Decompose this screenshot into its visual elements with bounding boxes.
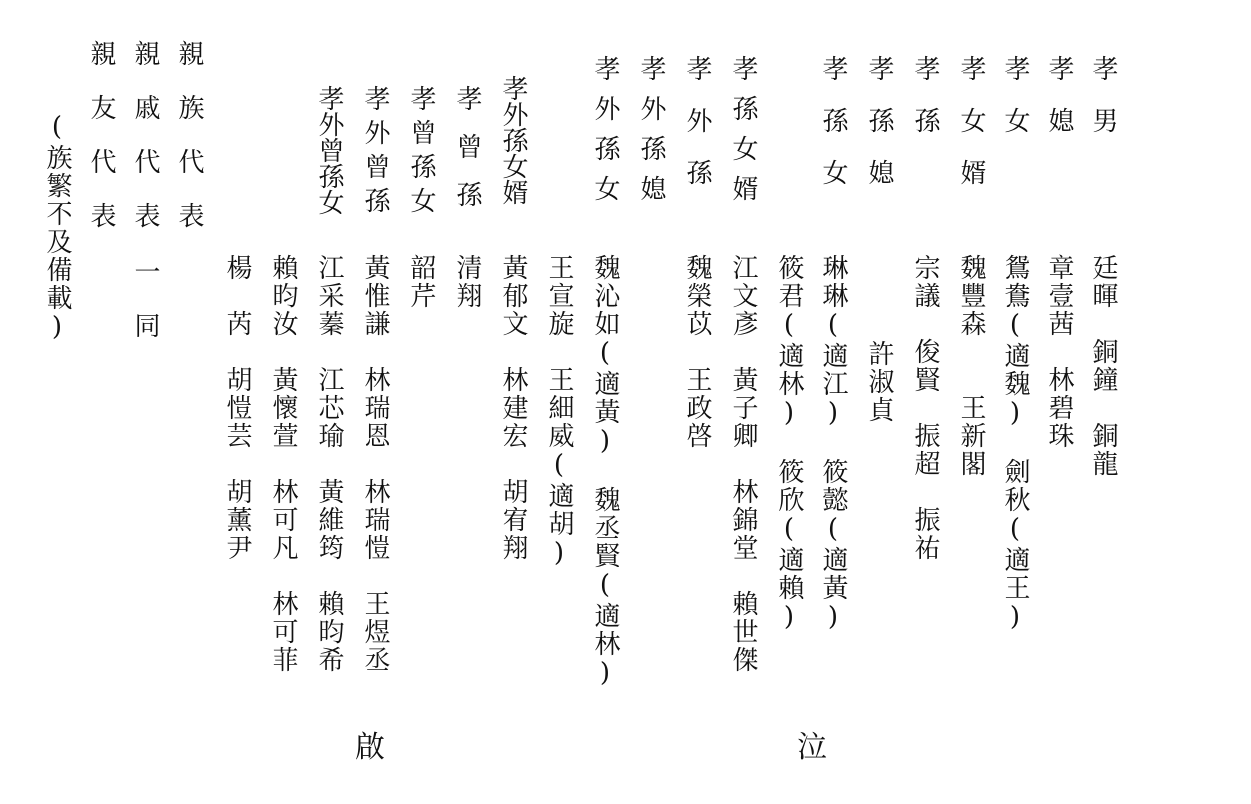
footer-left-word: 啟 [355,730,385,765]
note-text: (族繁不及備載) [42,112,72,344]
names-list: 筱君(適林) 筱欣(適賴) [774,254,804,634]
role-label: 孝女婿 [956,55,986,211]
footer-right-word: 泣 [797,730,827,765]
role-label: 孝媳 [1044,55,1074,159]
role-label: 孝外孫媳 [636,55,666,215]
role-label: 親戚代表 [130,40,160,256]
names-list: 清翔 [452,254,482,310]
names-list: 鴛鴦(適魏) 劍秋(適王) [1000,254,1030,634]
names-list: 楊 芮 胡愷芸 胡薰尹 [222,254,252,562]
names-list: 許淑貞 [864,340,894,424]
names-list: 章壹茜 林碧珠 [1044,254,1074,450]
role-label: 孝外孫女婿 [498,75,528,205]
names-list: 黃郁文 林建宏 胡宥翔 [498,254,528,562]
role-label: 孝外孫女 [590,55,620,215]
role-label: 孝外曾孫女 [314,85,344,215]
names-list: 江采蓁 江芯瑜 黃維筠 賴昀希 [314,254,344,674]
names-list: 王宣旋 王細威(適胡) [544,254,574,570]
names-list: 魏豐森 王新閣 [956,254,986,478]
names-list: 魏沁如(適黃) 魏丞賢(適林) [590,254,620,690]
role-label: 孝孫 [910,55,940,159]
names-list: 宗議 俊賢 振超 振祐 [910,254,940,562]
role-label: 孝外孫 [682,55,712,211]
role-label: 孝女 [1000,55,1030,159]
role-label: 親族代表 [174,40,204,256]
role-label: 孝外曾孫 [360,85,390,221]
names-list: 黃惟謙 林瑞恩 林瑞愷 王煜丞 [360,254,390,674]
names-list: 江文彥 黃子卿 林錦堂 賴世傑 [728,254,758,674]
names-list: 賴昀汝 黃懷萱 林可凡 林可菲 [268,254,298,674]
role-label: 孝孫女婿 [728,55,758,215]
names-list: 韶芹 [406,254,436,310]
names-list: 一同 [130,258,160,366]
role-label: 孝曾孫女 [406,85,436,221]
names-list: 琳琳(適江) 筱懿(適黃) [818,254,848,634]
role-label: 孝孫媳 [864,55,894,211]
names-list: 廷暉 銅鐘 銅龍 [1088,254,1118,478]
names-list: 魏榮苡 王政啓 [682,254,712,450]
role-label: 孝曾孫 [452,85,482,229]
role-label: 親友代表 [86,40,116,256]
role-label: 孝男 [1088,55,1118,159]
role-label: 孝孫女 [818,55,848,211]
